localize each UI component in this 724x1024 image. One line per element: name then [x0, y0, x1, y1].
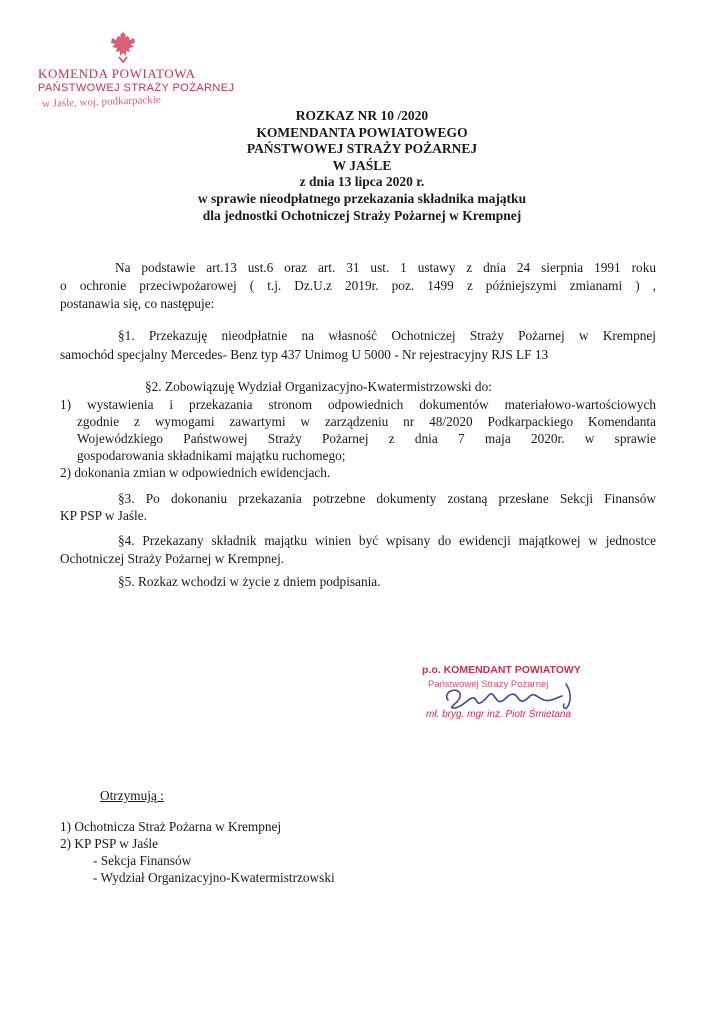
section-3-line-1: §3. Po dokonaniu przekazania potrzebne dokumenty zostaną przesłane Sekcji Finansów	[118, 491, 656, 506]
recipients-list	[60, 818, 335, 886]
section-2-line-1: §2. Zobowiązuję Wydział Organizacyjno-Kwatermistrzowski do:	[145, 379, 492, 394]
document-heading	[0, 108, 724, 224]
stamp-line-3: w Jaśle, woj. podkarpackie	[41, 93, 161, 110]
stamp-line-2: PAŃSTWOWEJ STRAŻY POŻARNEJ	[38, 82, 235, 94]
section-5-line-1: §5. Rozkaz wchodzi w życie z dniem podpisania.	[118, 574, 381, 589]
recipients-title: Otrzymują :	[100, 788, 164, 803]
recipient-item-2b: - Wydział Organizacyjno-Kwatermistrzowski	[93, 870, 335, 885]
heading-date: z dnia 13 lipca 2020 r.	[299, 174, 425, 190]
signatory-name: mł. bryg. mgr inż. Piotr Śmietana	[426, 709, 572, 720]
signature-subtitle: Państwowej Straży Pożarnej	[428, 679, 549, 690]
heading-line-3: PAŃSTWOWEJ STRAŻY POŻARNEJ	[246, 141, 478, 157]
eagle-emblem-icon	[108, 30, 138, 64]
intro-line-1: Na podstawie art.13 ust.6 oraz art. 31 ust. 1 ustawy z dnia 24 sierpnia 1991 roku	[115, 260, 656, 275]
section-2-item-2: 2) dokonania zmian w odpowiednich ewidencjach.	[60, 465, 331, 480]
intro-line-3: postanawia się, co następuje:	[60, 296, 215, 311]
recipient-item-2: 2) KP PSP w Jaśle	[60, 836, 159, 851]
heading-line-2: KOMENDANTA POWIATOWEGO	[256, 124, 468, 140]
stamp-line-1: KOMENDA POWIATOWA	[38, 66, 196, 81]
signature-title: p.o. KOMENDANT POWIATOWY	[422, 664, 581, 676]
recipient-item-1: 1) Ochotnicza Straż Pożarna w Krempnej	[60, 819, 282, 834]
recipient-item-2a: - Sekcja Finansów	[93, 853, 192, 868]
section-1-line-1: §1. Przekazuję nieodpłatnie na własność Ochotniczej Straży Pożarnej w Krempnej	[118, 328, 656, 343]
section-4-line-1: §4. Przekazany składnik majątku winien być wpisany do ewidencji majątkowej w jednostce	[118, 533, 656, 548]
heading-subject-2: dla jednostki Ochotniczej Straży Pożarnej w Krempnej	[202, 207, 522, 223]
section-1-line-2: samochód specjalny Mercedes- Benz typ 437 Unimog U 5000 - Nr rejestracyjny RJS LF 13	[60, 347, 549, 362]
heading-line-4: W JAŚLE	[332, 157, 392, 173]
section-2-item-1-line-4: gospodarowania składnikami majątku ruchomego;	[77, 448, 346, 463]
intro-line-2: o ochronie przeciwpożarowej ( t.j. Dz.U.z 2019r. poz. 1499 z późniejszymi zmianami ) ,	[60, 278, 656, 293]
heading-subject-1: w sprawie nieodpłatnego przekazania składnika majątku	[197, 190, 527, 206]
section-2-item-1-line-2: zgodnie z wymogami zawartymi w zarządzeniu nr 48/2020 Podkarpackiego Komendanta	[77, 414, 656, 429]
heading-line-1: ROZKAZ NR 10 /2020	[295, 108, 429, 123]
section-3-line-2: KP PSP w Jaśle.	[60, 508, 147, 523]
section-4-line-2: Ochotniczej Straży Pożarnej w Krempnej.	[60, 551, 285, 566]
section-2-item-1-line-1: 1) wystawienia i przekazania stronom odpowiednich dokumentów materiałowo-wartościowych	[60, 397, 656, 412]
section-2-item-1-line-3: Wojewódzkiego Państwowej Straży Pożarnej z dnia 7 maja 2020r. w sprawie	[77, 431, 656, 446]
